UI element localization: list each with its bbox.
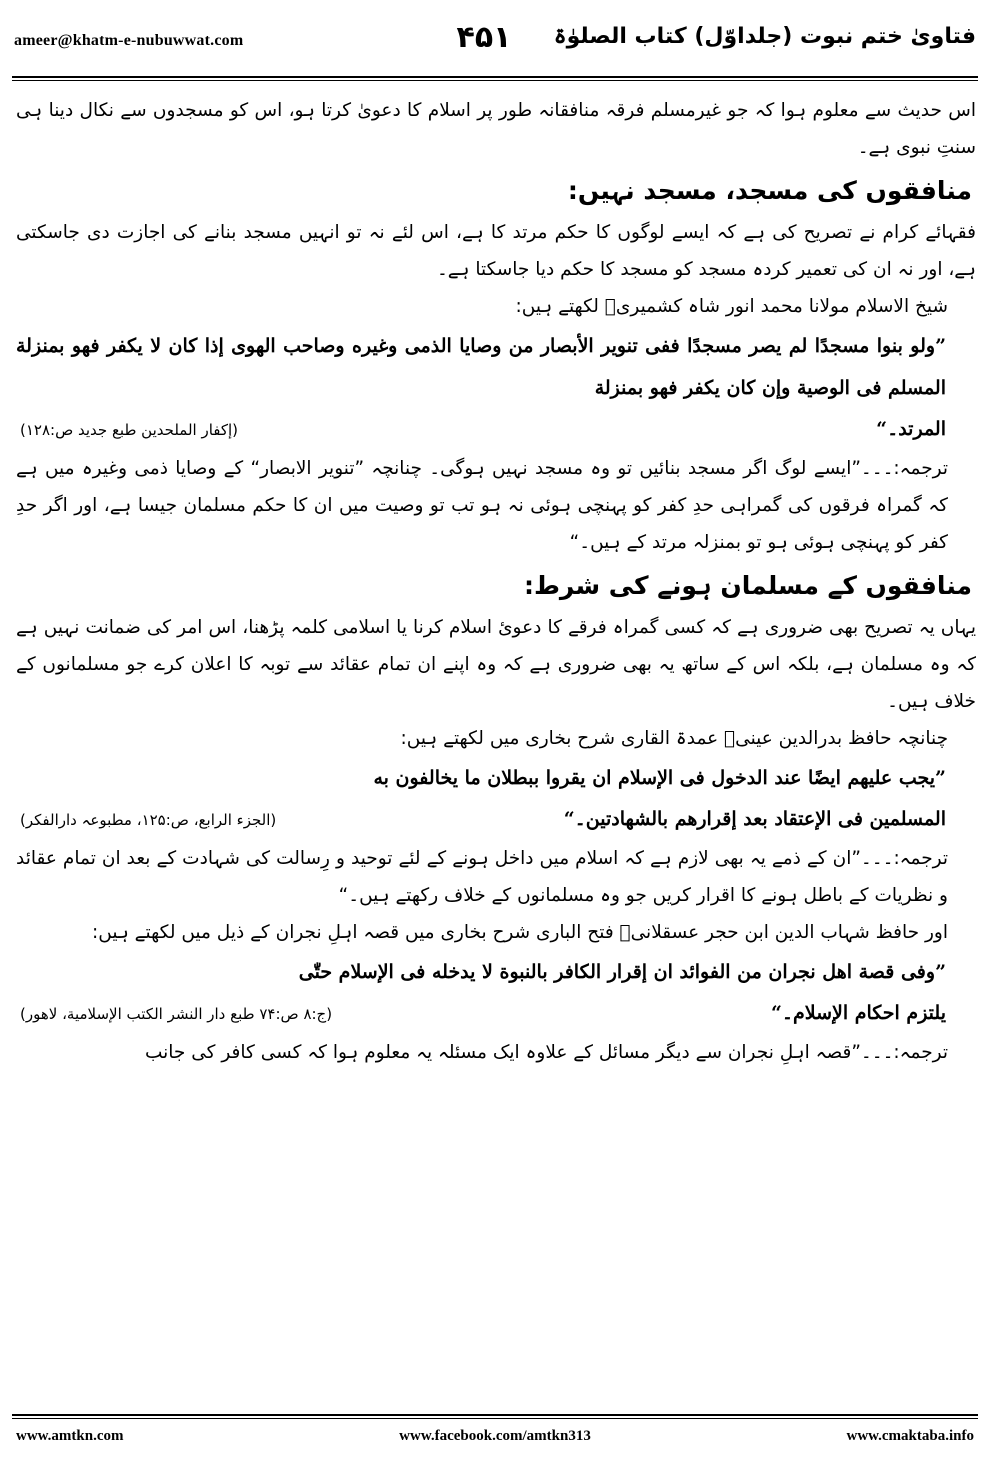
- header-rule: [12, 76, 978, 78]
- arabic-quote-1: ”ولو بنوا مسجدًا لم يصر مسجدًا ففی تنوير الأبصار من وصايا الذمی وغيره وصاحب الهوى إذا كان لا يكفر فهو بمنزلة المسلم فی الوصية وإن كان يكفر فهو بمنزلة: [16, 335, 946, 399]
- arabic-quote-2-tail: المسلمین فی الإعتقاد بعد إقرارهم بالشهادتین۔“: [563, 808, 946, 830]
- header-rule-thin: [12, 80, 978, 81]
- arabic-quote-3-end: [16, 993, 976, 1034]
- footer-link-facebook[interactable]: www.facebook.com/amtkn313: [399, 1428, 591, 1444]
- arabic-quote-2-end: [16, 799, 976, 840]
- translation-2: ترجمہ:۔۔۔”ان کے ذمے یہ بھی لازم ہے کہ اسلام میں داخل ہونے کے لئے توحید و رِسالت کی شہادت کے بعد ان تمام عقائد و نظریات کے باطل ہونے کا اقرار کریں جو وہ مسلمانوں کے خلاف رکھتے ہیں۔“: [16, 848, 948, 906]
- page-header: [14, 14, 976, 72]
- paragraph-8: اور حافظ شہاب الدین ابن حجر عسقلانیؒ فتح الباری شرح بخاری میں قصہ اہلِ نجران کے ذیل میں لکھتے ہیں:: [92, 922, 948, 943]
- paragraph-2: فقہائے کرام نے تصریح کی ہے کہ ایسے لوگوں کا حکم مرتد کا ہے، اس لئے نہ تو انہیں مسجد بنانے کی اجازت دی جاسکتی ہے، اور نہ ان کی تعمیر کردہ مسجد کو مسجد کا حکم دیا جاسکتا ہے۔: [16, 222, 976, 280]
- arabic-quote-1-end: [16, 409, 976, 450]
- footer-rule: [12, 1414, 978, 1416]
- page-footer: [14, 1426, 976, 1450]
- arabic-quote-3-tail: يلتزم احكام الإسلام۔“: [770, 1002, 946, 1024]
- footer-link-amtkn[interactable]: www.amtkn.com: [16, 1428, 124, 1444]
- arabic-quote-2: ”يجب عليهم ايضًا عند الدخول فی الإسلام ان يقروا ببطلان ما يخالفون به: [373, 767, 946, 789]
- heading-musalman-hone-ki-shart: منافقوں کے مسلمان ہونے کی شرط:: [523, 571, 972, 600]
- page-content: [16, 92, 976, 1412]
- footer-link-cmaktaba[interactable]: www.cmaktaba.info: [846, 1428, 974, 1444]
- heading-munafiqon-ki-masjid: منافقوں کی مسجد، مسجد نہیں:: [567, 176, 972, 205]
- translation-3: ترجمہ:۔۔۔”قصہ اہلِ نجران سے دیگر مسائل کے علاوہ ایک مسئلہ یہ معلوم ہوا کہ کسی کافر کی جانب: [144, 1042, 948, 1063]
- paragraph-6: چنانچہ حافظ بدرالدین عینیؒ عمدۃ القاری شرح بخاری میں لکھتے ہیں:: [400, 728, 948, 749]
- reference-3: (ج:۸ ص:۷۴ طبع دار النشر الكتب الإسلامية، لاهور): [20, 1005, 333, 1023]
- reference-1: (إكفار الملحدين طبع جديد ص:۱۲۸): [20, 421, 239, 439]
- paragraph-3: شیخ الاسلام مولانا محمد انور شاہ کشمیریؒ لکھتے ہیں:: [515, 296, 948, 317]
- paragraph-5: یہاں یہ تصریح بھی ضروری ہے کہ کسی گمراہ فرقے کا دعویٔ اسلام کرنا یا اسلامی کلمہ پڑھنا، اس امر کی ضمانت نہیں ہے کہ وہ مسلمان ہے، بلکہ اس کے ساتھ یہ بھی ضروری ہے کہ وہ اپنے ان تمام عقائد سے توبہ کا اعلان کرے جو مسلمانوں کے خلاف ہیں۔: [16, 617, 976, 712]
- book-title: فتاویٰ ختم نبوت (جلداوّل) کتاب الصلوٰۃ: [553, 24, 976, 49]
- header-email: ameer@khatm-e-nubuwwat.com: [14, 32, 244, 49]
- footer-rule-thin: [12, 1418, 978, 1419]
- arabic-quote-3: ”وفی قصة اهل نجران من الفوائد ان إقرار الكافر بالنبوة لا يدخله فی الإسلام حتّٰى: [298, 961, 946, 983]
- page-number: ۴۵۱: [456, 20, 512, 55]
- paragraph-1: اس حدیث سے معلوم ہوا کہ جو غیرمسلم فرقہ منافقانہ طور پر اسلام کا دعویٰ کرتا ہو، اس کو مسجدوں سے نکال دینا ہی سنتِ نبوی ہے۔: [16, 100, 976, 158]
- translation-1: ترجمہ:۔۔۔”ایسے لوگ اگر مسجد بنائیں تو وہ مسجد نہیں ہوگی۔ چنانچہ ”تنویر الابصار“ کے وصایا ذمی وغیرہ میں ہے کہ گمراہ فرقوں کی گمراہی حدِ کفر کو پہنچی ہوئی نہ ہو تب تو وصیت میں ان کا حکم مسلمان جیسا ہے، اور اگر حدِ کفر کو پہنچی ہوئی ہو تو بمنزلہ مرتد کے ہیں۔“: [16, 458, 948, 553]
- arabic-quote-1-tail: المرتد۔“: [876, 418, 946, 440]
- reference-2: (الجزء الرابع، ص:۱۲۵، مطبوعہ دارالفکر): [20, 811, 277, 829]
